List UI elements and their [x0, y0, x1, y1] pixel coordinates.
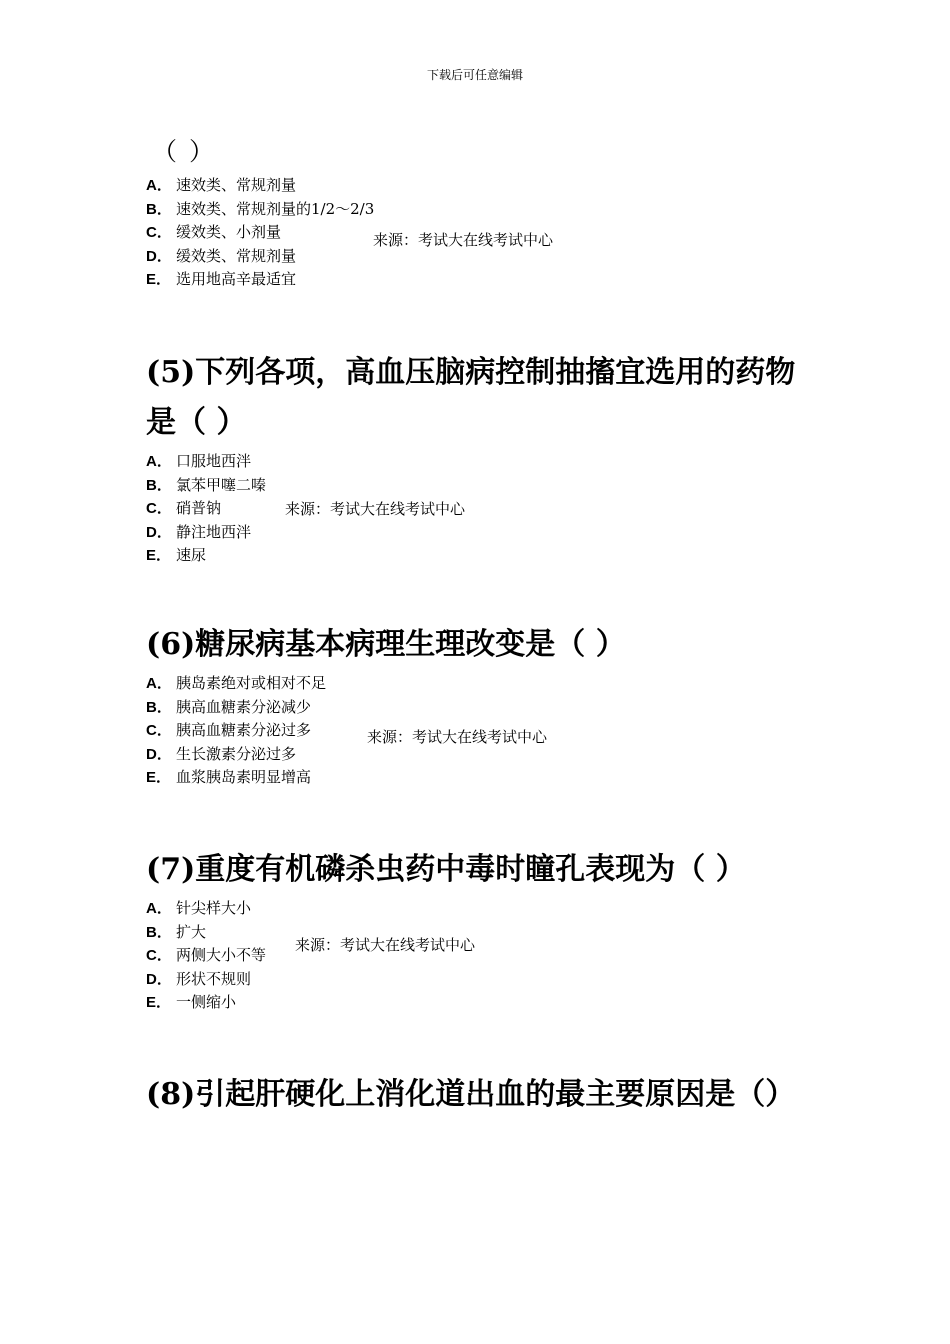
option-c: C． 两侧大小不等 — [146, 946, 267, 964]
question-title: (5)下列各项，高血压脑病控制抽搐宜选用的药物是（ ） — [146, 355, 796, 440]
source-note: 来源：考试大在线考试中心 — [285, 500, 466, 518]
option-c: C． 缓效类、小剂量 — [146, 223, 282, 241]
option-d: D． 缓效类、常规剂量 — [146, 246, 297, 265]
option-a: A． 口服地西泮 — [146, 452, 252, 470]
source-note: 来源：考试大在线考试中心 — [373, 231, 554, 249]
question-title: (7)重度有机磷杀虫药中毒时瞳孔表现为（ ） — [146, 852, 746, 887]
option-b: B． 氯苯甲噻二嗪 — [146, 475, 267, 494]
option-e: E． 一侧缩小 — [146, 993, 237, 1011]
option-a: A． 针尖样大小 — [146, 899, 252, 917]
question-6 — [146, 620, 816, 790]
option-a: A． 胰岛素绝对或相对不足 — [146, 674, 327, 692]
question-title: (6)糖尿病基本病理生理改变是（ ） — [146, 627, 626, 662]
question-title: (8)引起肝硬化上消化道出血的最主要原因是（） — [146, 1077, 796, 1112]
option-d: D． 静注地西泮 — [146, 522, 252, 541]
question-5 — [146, 348, 816, 568]
question-8 — [146, 1070, 816, 1120]
option-e: E． 血浆胰岛素明显增高 — [146, 768, 312, 786]
option-d: D． 形状不规则 — [146, 969, 252, 988]
question-7 — [146, 845, 816, 1015]
option-c: C． 硝普钠 — [146, 499, 222, 517]
question-4-options — [146, 172, 374, 292]
option-a: A． 速效类、常规剂量 — [146, 176, 297, 194]
answer-parentheses: （ ） — [152, 137, 216, 166]
option-b: B． 扩大 — [146, 922, 207, 941]
option-c: C． 胰高血糖素分泌过多 — [146, 721, 312, 739]
option-e: E． 速尿 — [146, 546, 207, 564]
page-header: 下载后可任意编辑 — [426, 68, 523, 82]
option-b: B． 胰高血糖素分泌减少 — [146, 697, 312, 716]
option-b: B． 速效类、常规剂量的1/2～2/3 — [146, 199, 375, 218]
source-note: 来源：考试大在线考试中心 — [367, 728, 548, 746]
option-d: D． 生长激素分泌过多 — [146, 744, 297, 763]
option-e: E． 选用地高辛最适宜 — [146, 270, 297, 288]
source-note: 来源：考试大在线考试中心 — [295, 936, 476, 954]
